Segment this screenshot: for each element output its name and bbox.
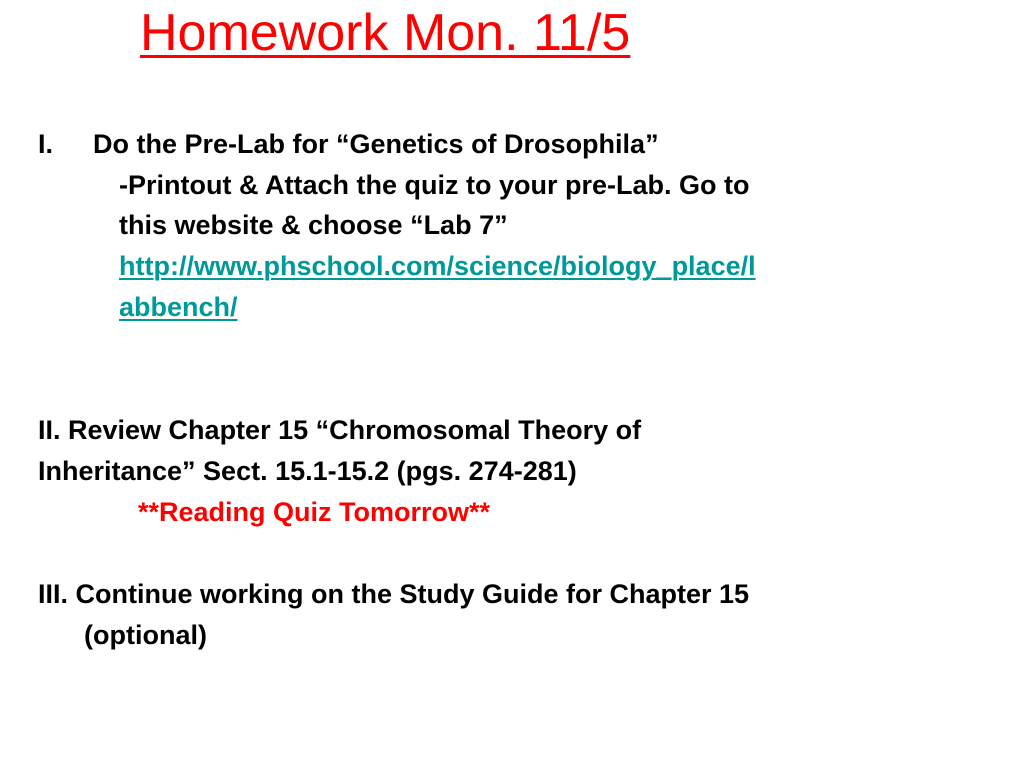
- item-1-heading: Do the Pre-Lab for “Genetics of Drosophila”: [93, 129, 659, 159]
- item-1-instruction: -Printout & Attach the quiz to your pre-Lab. Go to: [119, 170, 750, 200]
- item-2-line-1: II. Review Chapter 15 “Chromosomal Theory of: [38, 415, 642, 445]
- item-1-marker: I.: [38, 129, 54, 159]
- item-3-line-1: III. Continue working on the Study Guide for Chapter 15: [38, 579, 750, 609]
- item-1-instruction-continued: this website & choose “Lab 7”: [119, 210, 508, 240]
- page-title: Homework Mon. 11/5: [140, 4, 631, 62]
- lab-link-part-1[interactable]: http://www.phschool.com/science/biology_place/l: [119, 251, 756, 281]
- lab-link-part-2[interactable]: abbench/: [119, 292, 238, 322]
- item-3-line-2: (optional): [84, 620, 207, 650]
- item-2-line-2: Inheritance” Sect. 15.1-15.2 (pgs. 274-281): [38, 456, 577, 486]
- lab-link-line-1[interactable]: [119, 250, 756, 282]
- lab-link-line-2[interactable]: [119, 291, 238, 323]
- reading-quiz-note: **Reading Quiz Tomorrow**: [138, 497, 491, 527]
